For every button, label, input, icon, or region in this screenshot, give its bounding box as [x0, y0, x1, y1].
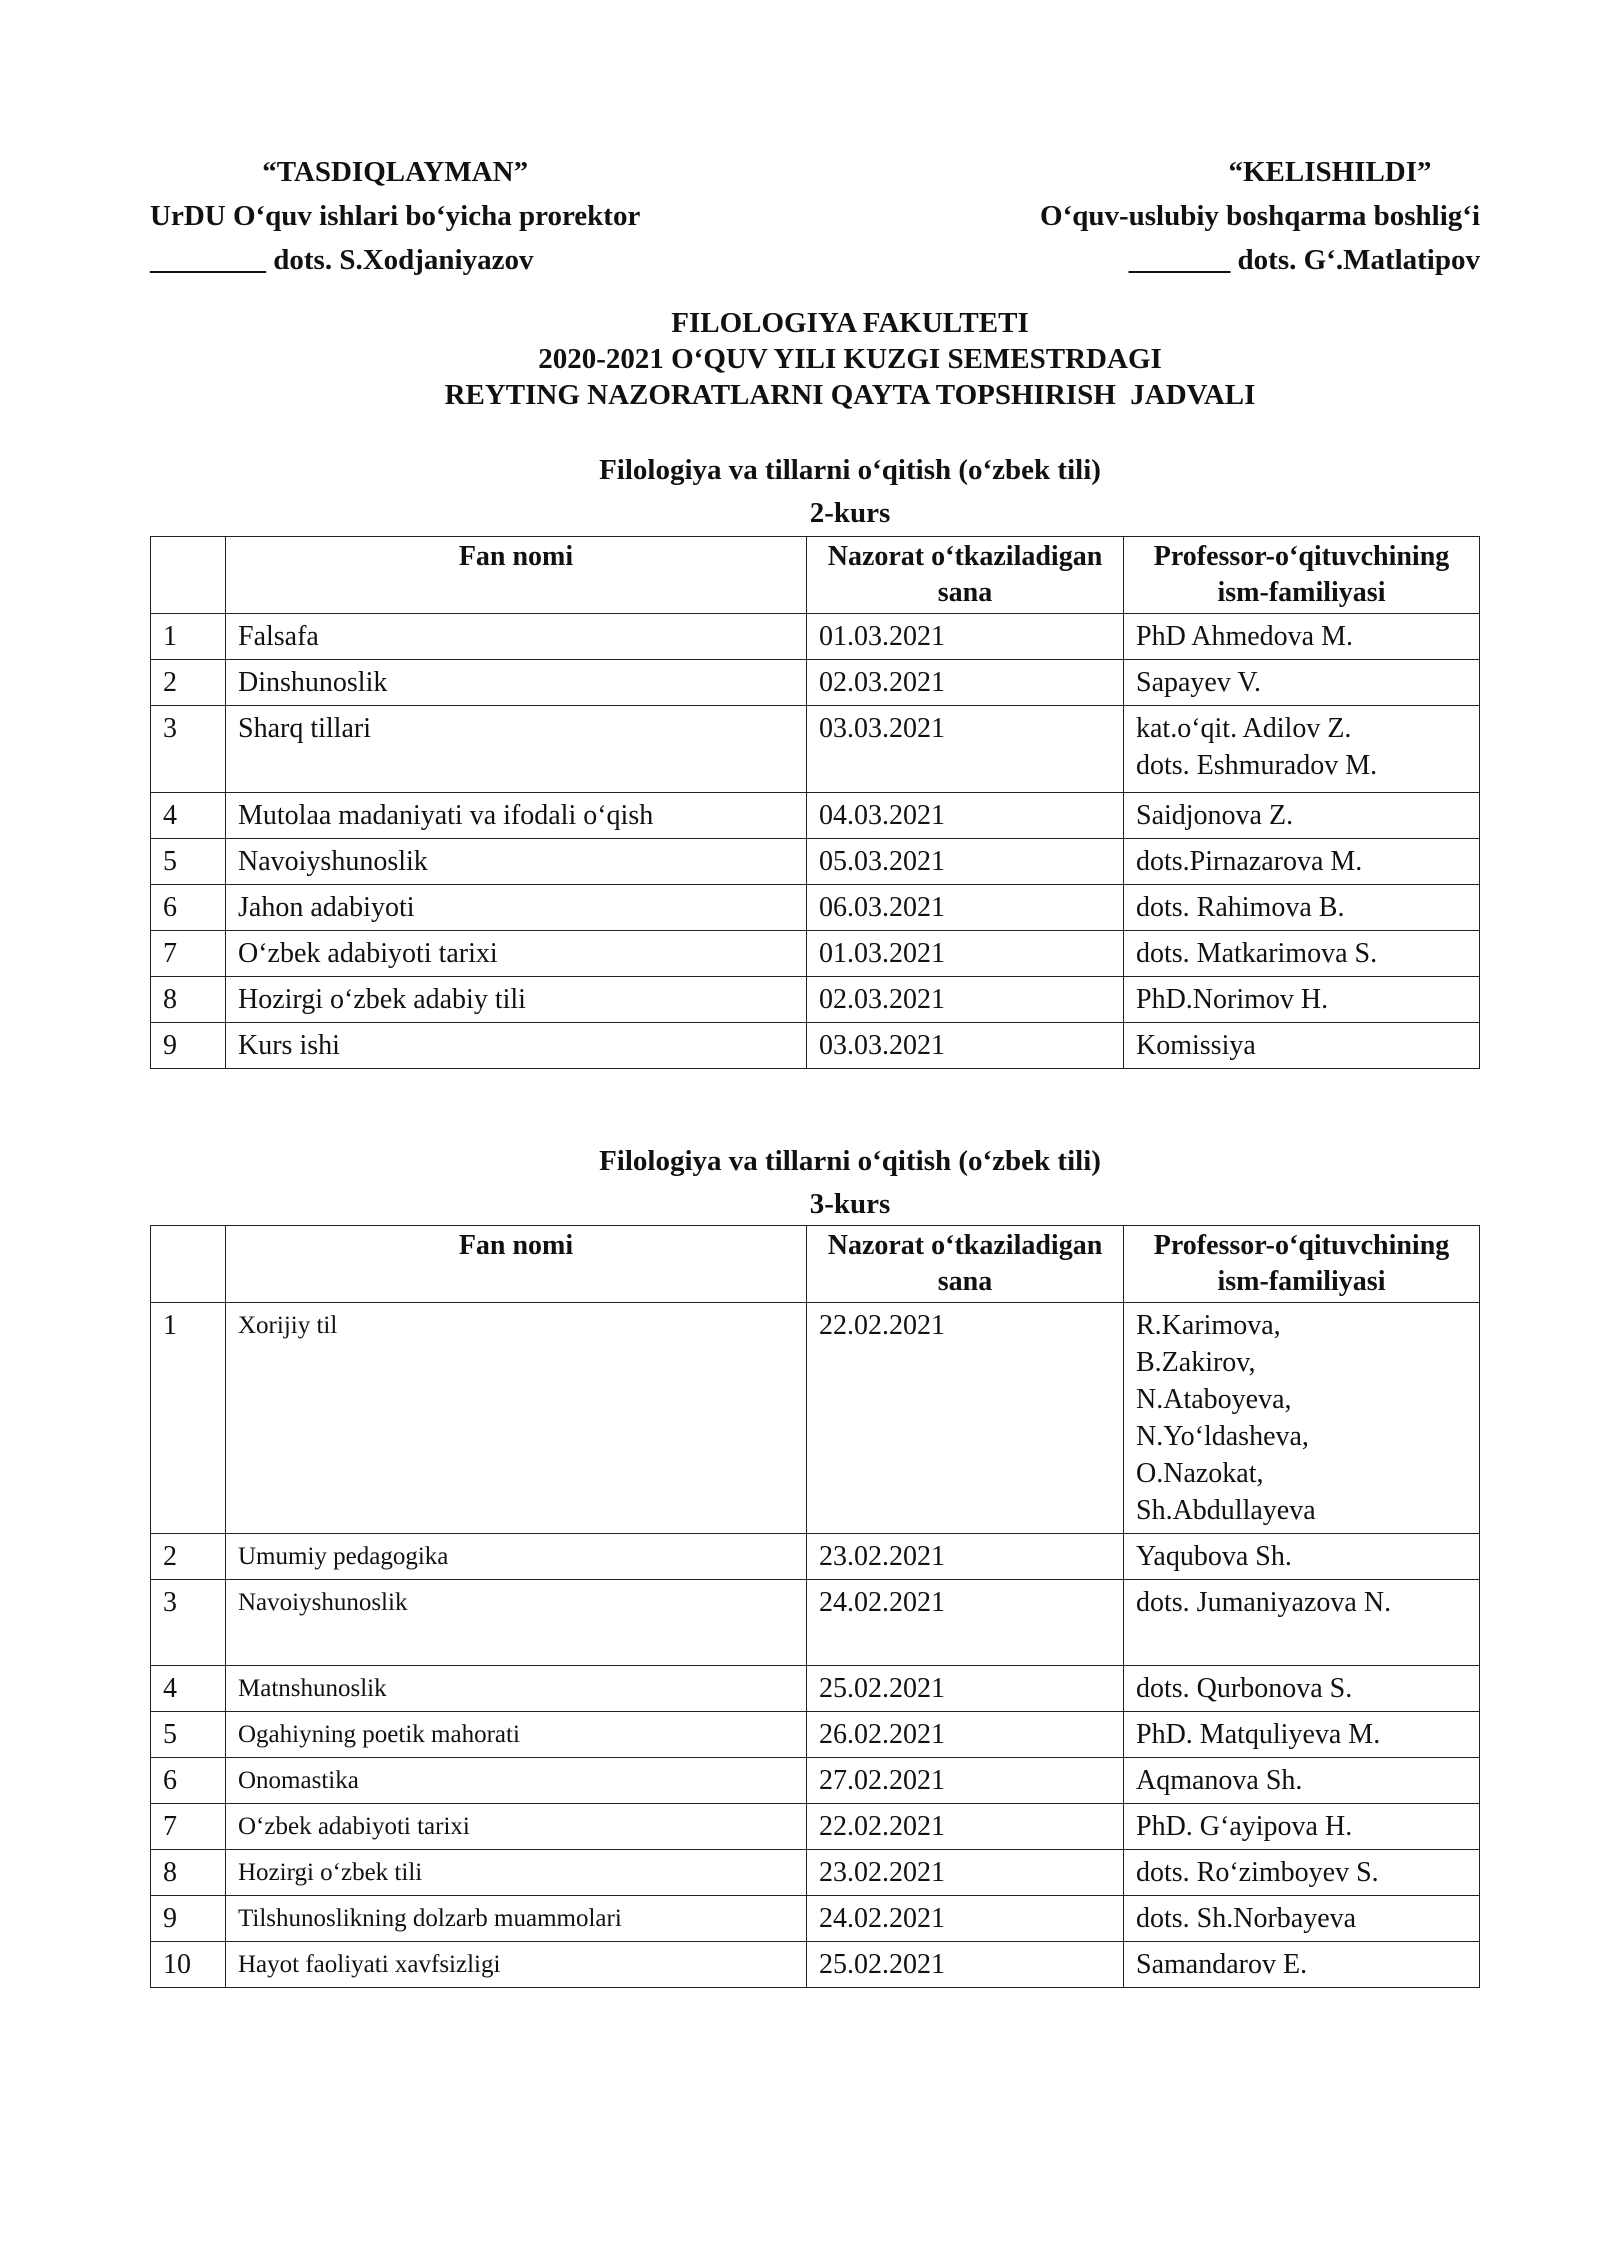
date-cell: 27.02.2021 — [807, 1758, 1124, 1804]
teacher-cell — [1124, 1804, 1480, 1850]
teacher-cell — [1124, 1303, 1480, 1534]
title-line-3: REYTING NAZORATLARNI QAYTA TOPSHIRISH JADVALI — [444, 379, 1256, 411]
row-number: 6 — [151, 885, 226, 931]
subject-cell: Navoiyshunoslik — [226, 1580, 807, 1666]
table-row — [151, 1534, 1480, 1580]
teacher-cell — [1124, 977, 1480, 1023]
subject-cell: Hayot faoliyati xavfsizligi — [226, 1942, 807, 1988]
date-cell: 24.02.2021 — [807, 1580, 1124, 1666]
teacher-cell — [1124, 1666, 1480, 1712]
table-row — [151, 1896, 1480, 1942]
subject-cell: Xorijiy til — [226, 1303, 807, 1534]
schedule-table-3-kurs — [150, 1225, 1480, 1988]
teacher-cell — [1124, 1896, 1480, 1942]
row-number: 5 — [151, 839, 226, 885]
teacher-name: Saidjonova Z. — [1136, 800, 1294, 831]
teacher-name: dots. Ro‘zimboyev S. — [1136, 1857, 1379, 1888]
subject-cell: Ogahiyning poetik mahorati — [226, 1712, 807, 1758]
teacher-name: Sh.Abdullayeva — [1136, 1495, 1316, 1526]
teacher-name: dots. Qurbonova S. — [1136, 1673, 1353, 1704]
header-number — [151, 537, 226, 614]
table-body — [151, 614, 1480, 1069]
subject-cell: O‘zbek adabiyoti tarixi — [226, 1804, 807, 1850]
teacher-name: dots. Rahimova B. — [1136, 892, 1345, 923]
table-row — [151, 660, 1480, 706]
date-cell: 23.02.2021 — [807, 1850, 1124, 1896]
teacher-cell — [1124, 839, 1480, 885]
row-number: 6 — [151, 1758, 226, 1804]
date-cell: 23.02.2021 — [807, 1534, 1124, 1580]
subject-cell: Onomastika — [226, 1758, 807, 1804]
row-number: 9 — [151, 1896, 226, 1942]
document-title — [0, 305, 1600, 413]
date-cell: 22.02.2021 — [807, 1303, 1124, 1534]
teacher-name: dots. Jumaniyazova N. — [1136, 1587, 1392, 1618]
teacher-name: Sapayev V. — [1136, 667, 1261, 698]
section-program: Filologiya va tillarni o‘qitish (o‘zbek tili) — [599, 1145, 1101, 1177]
date-cell: 03.03.2021 — [807, 1023, 1124, 1069]
title-line-2: 2020-2021 O‘QUV YILI KUZGI SEMESTRDAGI — [538, 343, 1162, 375]
table-row — [151, 931, 1480, 977]
table-row — [151, 1303, 1480, 1534]
teacher-cell — [1124, 1534, 1480, 1580]
table-header-row — [151, 537, 1480, 614]
date-cell: 03.03.2021 — [807, 706, 1124, 793]
header-teacher: Professor-o‘qituvchining ism-familiyasi — [1124, 537, 1480, 614]
table-row — [151, 1850, 1480, 1896]
subject-cell: Umumiy pedagogika — [226, 1534, 807, 1580]
subject-cell: Kurs ishi — [226, 1023, 807, 1069]
table-row — [151, 1666, 1480, 1712]
date-cell: 25.02.2021 — [807, 1942, 1124, 1988]
table-body — [151, 1303, 1480, 1988]
header-date: Nazorat o‘tkaziladigan sana — [807, 1226, 1124, 1303]
teacher-name: dots. Matkarimova S. — [1136, 938, 1378, 969]
teacher-cell — [1124, 793, 1480, 839]
row-number: 3 — [151, 706, 226, 793]
teacher-cell — [1124, 1758, 1480, 1804]
date-cell: 01.03.2021 — [807, 614, 1124, 660]
subject-cell: Sharq tillari — [226, 706, 807, 793]
teacher-name: B.Zakirov, — [1136, 1347, 1256, 1378]
date-cell: 02.03.2021 — [807, 977, 1124, 1023]
teacher-cell — [1124, 885, 1480, 931]
approval-right-signature: _______ dots. G‘.Matlatipov — [1128, 244, 1480, 276]
row-number: 1 — [151, 614, 226, 660]
table-row — [151, 1023, 1480, 1069]
header-subject: Fan nomi — [226, 1226, 807, 1303]
teacher-name: N.Ataboyeva, — [1136, 1384, 1292, 1415]
subject-cell: Hozirgi o‘zbek tili — [226, 1850, 807, 1896]
approval-block — [150, 150, 1480, 282]
section-course: 2-kurs — [809, 497, 891, 529]
header-number — [151, 1226, 226, 1303]
approval-right — [1040, 150, 1480, 282]
teacher-name: dots. Sh.Norbayeva — [1136, 1903, 1357, 1934]
teacher-name: Komissiya — [1136, 1030, 1256, 1061]
row-number: 8 — [151, 977, 226, 1023]
subject-cell: Mutolaa madaniyati va ifodali o‘qish — [226, 793, 807, 839]
subject-cell: Navoiyshunoslik — [226, 839, 807, 885]
teacher-name: Yaqubova Sh. — [1136, 1541, 1292, 1572]
row-number: 10 — [151, 1942, 226, 1988]
table-row — [151, 1804, 1480, 1850]
subject-cell: Tilshunoslikning dolzarb muammolari — [226, 1896, 807, 1942]
teacher-name: dots. Eshmuradov M. — [1136, 750, 1378, 781]
table-row — [151, 793, 1480, 839]
table-row — [151, 885, 1480, 931]
table-row — [151, 614, 1480, 660]
table-header-row — [151, 1226, 1480, 1303]
teacher-name: PhD.Norimov H. — [1136, 984, 1329, 1015]
title-line-1: FILOLOGIYA FAKULTETI — [671, 307, 1029, 339]
teacher-cell — [1124, 1850, 1480, 1896]
approval-left — [150, 150, 640, 282]
section-heading-3-kurs — [0, 1140, 1600, 1226]
row-number: 8 — [151, 1850, 226, 1896]
row-number: 1 — [151, 1303, 226, 1534]
teacher-cell — [1124, 660, 1480, 706]
teacher-cell — [1124, 1712, 1480, 1758]
approval-left-position: UrDU O‘quv ishlari bo‘yicha prorektor — [150, 200, 641, 232]
date-cell: 01.03.2021 — [807, 931, 1124, 977]
table-row — [151, 1712, 1480, 1758]
date-cell: 04.03.2021 — [807, 793, 1124, 839]
table-row — [151, 977, 1480, 1023]
table-row — [151, 1580, 1480, 1666]
teacher-name: N.Yo‘ldasheva, — [1136, 1421, 1309, 1452]
row-number: 4 — [151, 1666, 226, 1712]
schedule-table-2-kurs — [150, 536, 1480, 1069]
date-cell: 22.02.2021 — [807, 1804, 1124, 1850]
teacher-cell — [1124, 614, 1480, 660]
row-number: 7 — [151, 931, 226, 977]
teacher-name: dots.Pirnazarova M. — [1136, 846, 1363, 877]
subject-cell: Matnshunoslik — [226, 1666, 807, 1712]
teacher-name: Aqmanova Sh. — [1136, 1765, 1303, 1796]
table-row — [151, 706, 1480, 793]
header-date: Nazorat o‘tkaziladigan sana — [807, 537, 1124, 614]
teacher-cell — [1124, 1942, 1480, 1988]
teacher-cell — [1124, 931, 1480, 977]
header-teacher: Professor-o‘qituvchining ism-familiyasi — [1124, 1226, 1480, 1303]
row-number: 9 — [151, 1023, 226, 1069]
subject-cell: O‘zbek adabiyoti tarixi — [226, 931, 807, 977]
approval-left-signature: ________ dots. S.Xodjaniyazov — [150, 244, 534, 276]
teacher-name: O.Nazokat, — [1136, 1458, 1264, 1489]
row-number: 2 — [151, 660, 226, 706]
subject-cell: Hozirgi o‘zbek adabiy tili — [226, 977, 807, 1023]
section-course: 3-kurs — [809, 1188, 891, 1220]
teacher-cell — [1124, 1580, 1480, 1666]
section-program: Filologiya va tillarni o‘qitish (o‘zbek tili) — [599, 454, 1101, 486]
table-row — [151, 1758, 1480, 1804]
row-number: 5 — [151, 1712, 226, 1758]
teacher-name: PhD. G‘ayipova H. — [1136, 1811, 1353, 1842]
date-cell: 24.02.2021 — [807, 1896, 1124, 1942]
date-cell: 05.03.2021 — [807, 839, 1124, 885]
row-number: 4 — [151, 793, 226, 839]
teacher-cell — [1124, 1023, 1480, 1069]
header-subject: Fan nomi — [226, 537, 807, 614]
teacher-cell — [1124, 706, 1480, 793]
row-number: 3 — [151, 1580, 226, 1666]
table-row — [151, 1942, 1480, 1988]
subject-cell: Dinshunoslik — [226, 660, 807, 706]
approval-right-heading: “KELISHILDI” — [1228, 156, 1432, 188]
subject-cell: Falsafa — [226, 614, 807, 660]
date-cell: 02.03.2021 — [807, 660, 1124, 706]
section-heading-2-kurs — [0, 449, 1600, 535]
teacher-name: PhD Ahmedova M. — [1136, 621, 1353, 652]
approval-right-position: O‘quv-uslubiy boshqarma boshlig‘i — [1040, 200, 1480, 232]
table-row — [151, 839, 1480, 885]
row-number: 7 — [151, 1804, 226, 1850]
date-cell: 25.02.2021 — [807, 1666, 1124, 1712]
approval-left-heading: “TASDIQLAYMAN” — [262, 156, 529, 188]
date-cell: 06.03.2021 — [807, 885, 1124, 931]
subject-cell: Jahon adabiyoti — [226, 885, 807, 931]
teacher-name: Samandarov E. — [1136, 1949, 1308, 1980]
teacher-name: R.Karimova, — [1136, 1310, 1281, 1341]
row-number: 2 — [151, 1534, 226, 1580]
teacher-name: PhD. Matquliyeva M. — [1136, 1719, 1381, 1750]
date-cell: 26.02.2021 — [807, 1712, 1124, 1758]
teacher-name: kat.o‘qit. Adilov Z. — [1136, 713, 1352, 744]
